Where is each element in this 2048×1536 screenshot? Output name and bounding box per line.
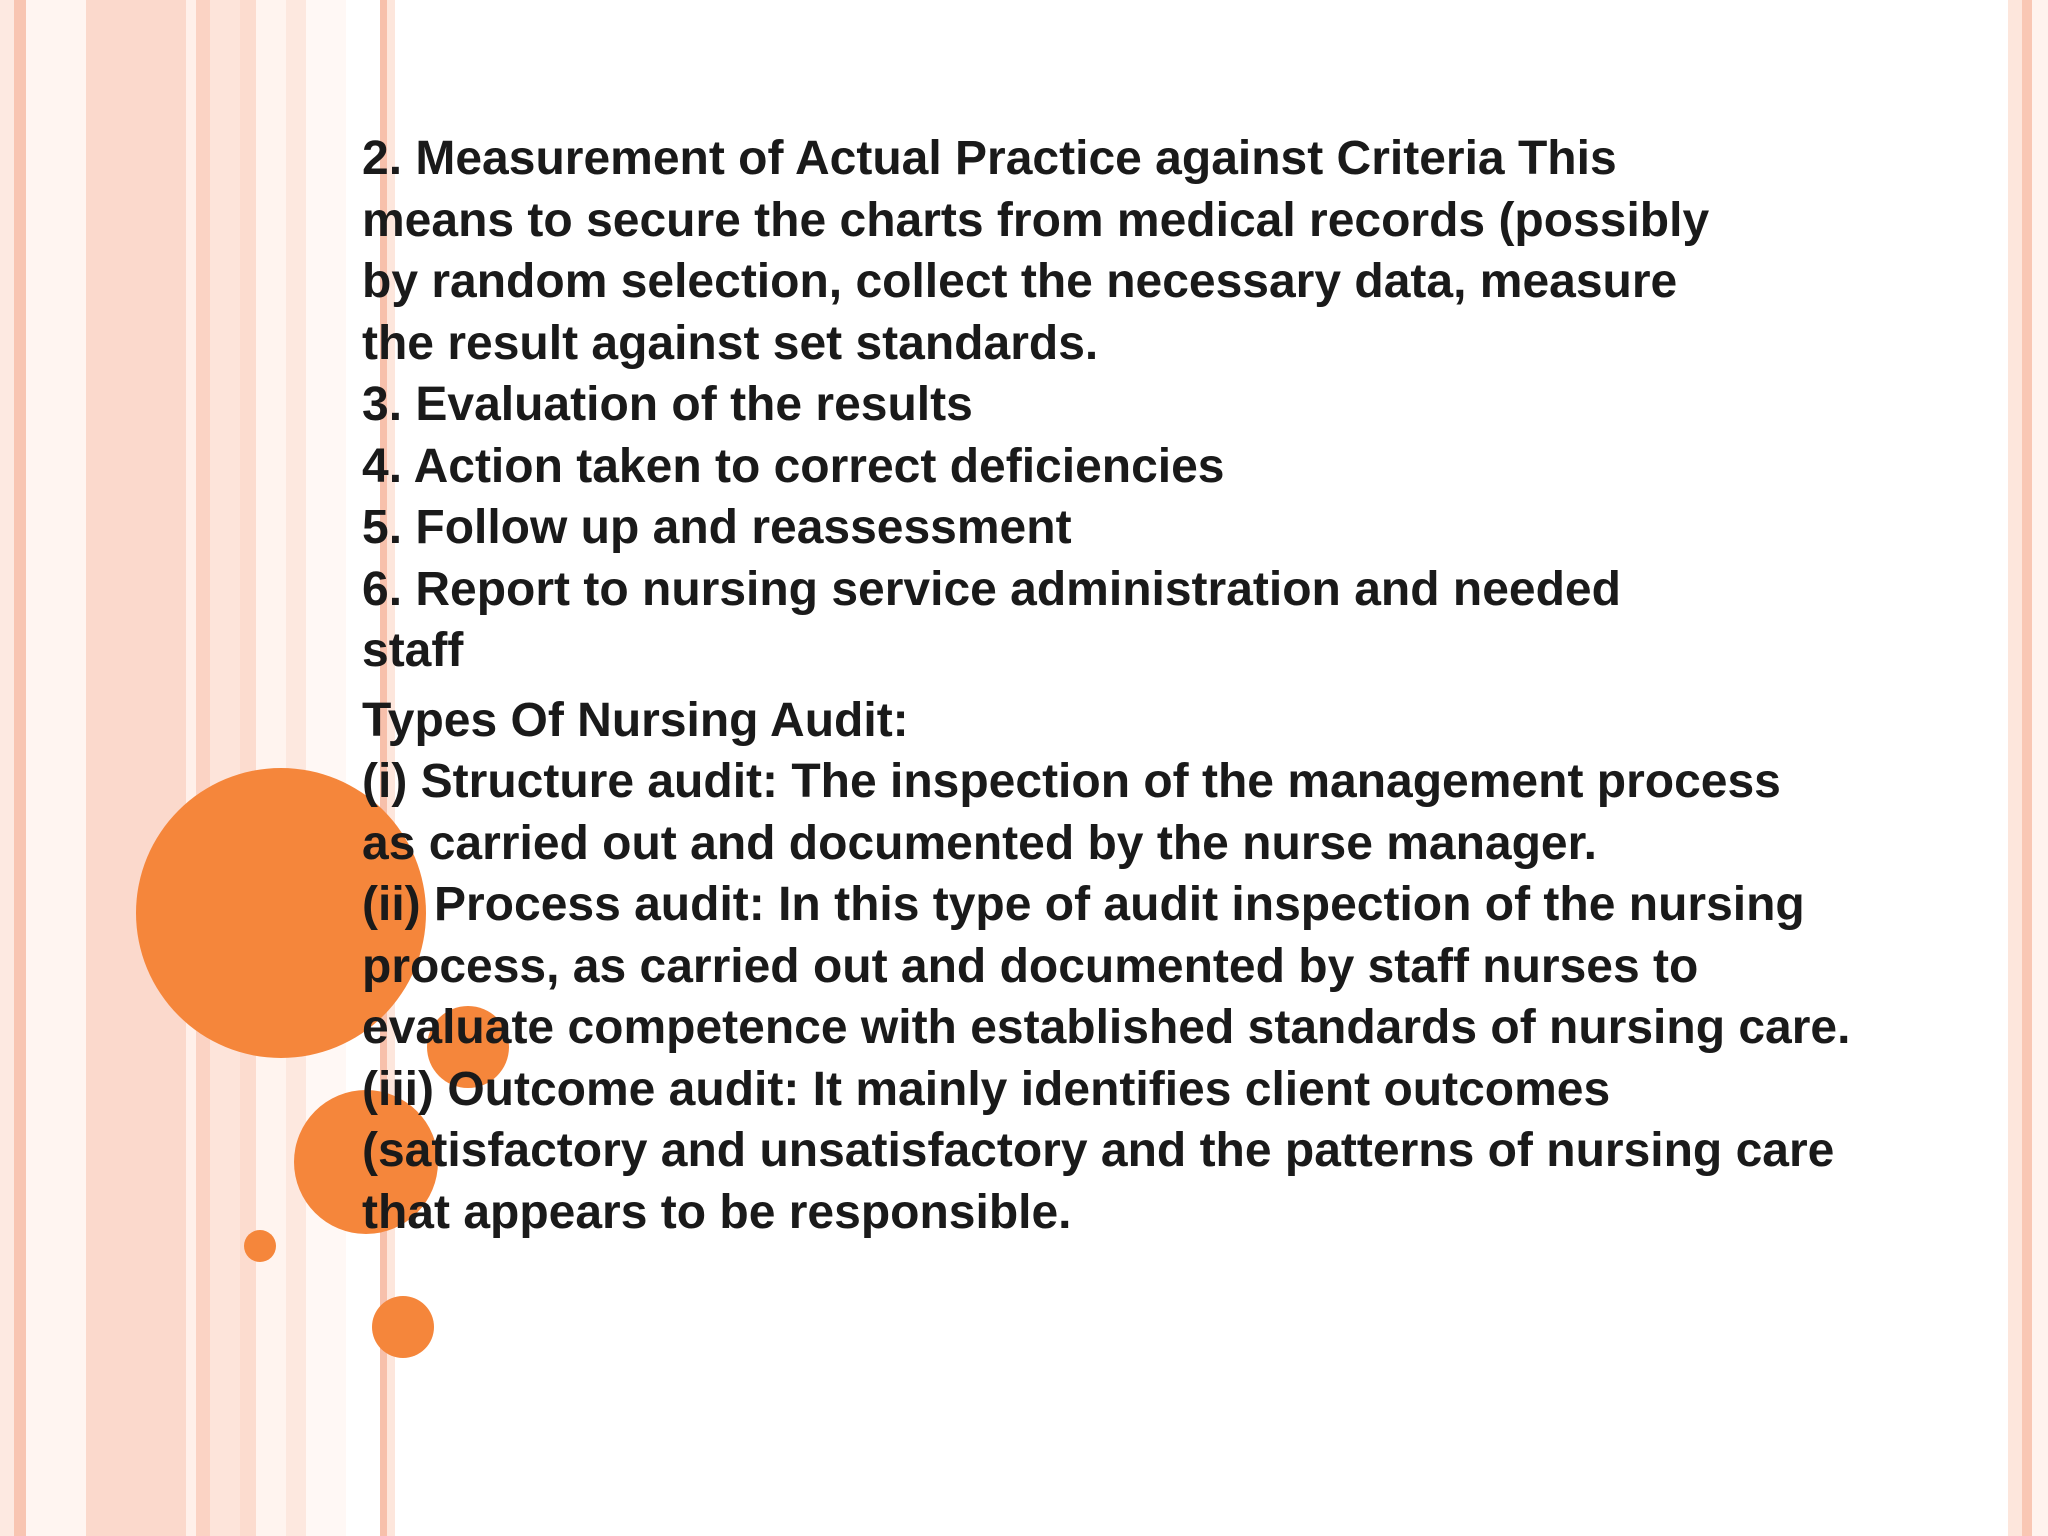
slide-body — [362, 128, 2002, 1243]
stripe — [196, 0, 210, 1536]
steps-line: 5. Follow up and reassessment — [362, 501, 1072, 554]
stripe — [210, 0, 240, 1536]
types-line: (satisfactory and unsatisfactory and the patterns of nursing care — [362, 1124, 1835, 1177]
stripe — [240, 0, 256, 1536]
stripe — [0, 0, 14, 1536]
stripe — [14, 0, 26, 1536]
types-line: process, as carried out and documented by staff nurses to — [362, 939, 1699, 993]
steps-line: 6. Report to nursing service administration and needed — [362, 562, 1621, 616]
audit-types-list — [362, 751, 2002, 1243]
stripe — [2032, 0, 2048, 1536]
right-stripes-decoration — [2008, 0, 2048, 1536]
small-orange-circle-bottom — [372, 1296, 434, 1358]
types-line: that appears to be responsible. — [362, 1185, 1072, 1239]
types-line: as carried out and documented by the nurse manager. — [362, 816, 1597, 870]
types-line: (ii) Process audit: In this type of audit inspection of the nursing — [362, 878, 1805, 931]
steps-line: 3. Evaluation of the results — [362, 378, 973, 431]
stripe — [2008, 0, 2022, 1536]
steps-line: staff — [362, 624, 464, 677]
steps-line: means to secure the charts from medical records (possibly — [362, 193, 1710, 247]
stripe — [186, 0, 196, 1536]
stripe — [2022, 0, 2032, 1536]
steps-line: 4. Action taken to correct deficiencies — [362, 439, 1225, 493]
steps-line: 2. Measurement of Actual Practice against Criteria This — [362, 132, 1617, 185]
types-line: (i) Structure audit: The inspection of the management process — [362, 755, 1781, 808]
steps-line: the result against set standards. — [362, 316, 1099, 370]
tiny-orange-circle — [244, 1230, 276, 1262]
types-heading: Types Of Nursing Audit: — [362, 693, 909, 747]
steps-line: by random selection, collect the necessary data, measure — [362, 255, 1678, 308]
stripe — [86, 0, 186, 1536]
types-line: (iii) Outcome audit: It mainly identifies client outcomes — [362, 1062, 1611, 1116]
audit-steps-list — [362, 128, 2002, 682]
types-line: evaluate competence with established standards of nursing care. — [362, 1001, 1851, 1054]
left-stripes-decoration — [0, 0, 400, 1536]
stripe — [306, 0, 346, 1536]
stripe — [26, 0, 86, 1536]
